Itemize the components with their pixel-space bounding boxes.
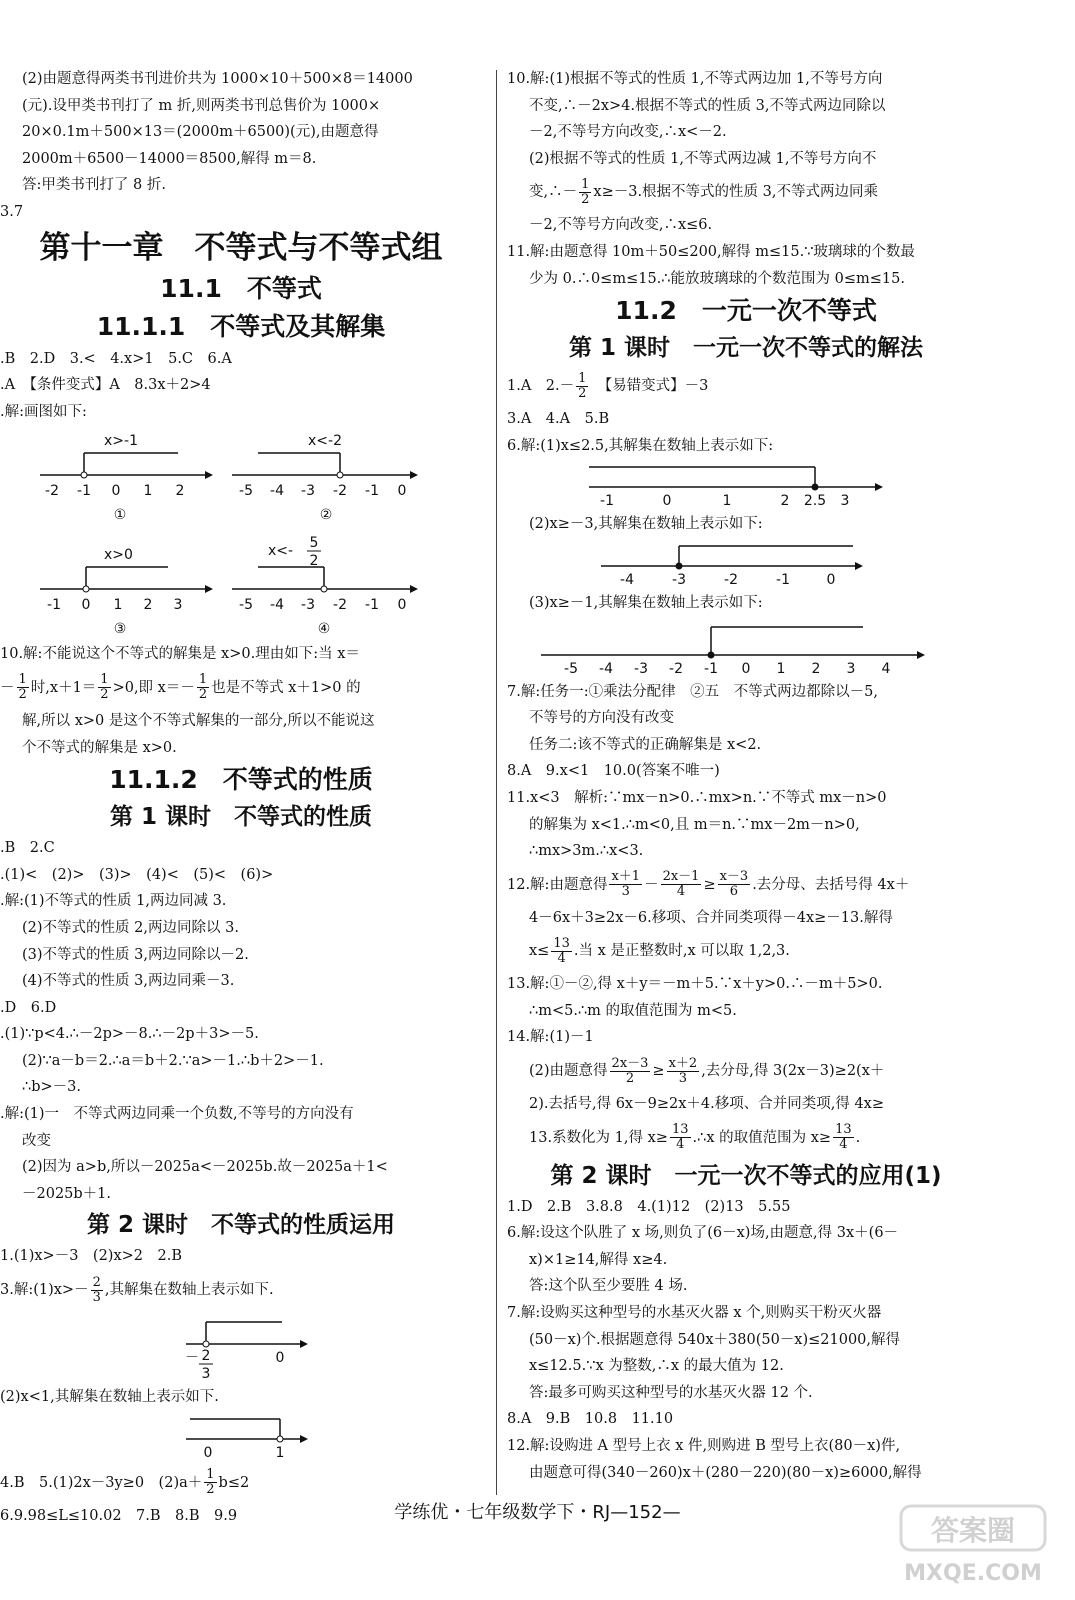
answer-line: 7.解:任务一:①乘法分配律 ②五 不等式两边都除以－5,	[507, 683, 878, 700]
tick-label: -1	[704, 660, 718, 677]
answer-line: .B 2.C	[0, 840, 55, 857]
number-line-2	[232, 433, 418, 523]
q10-line: 解,所以 x>0 是这个不等式解集的一部分,所以不能说这	[22, 712, 375, 729]
inequality-label: x<-2	[308, 433, 342, 450]
number-line-7	[507, 461, 985, 509]
answer-line: 6.解:(1)x≤2.5,其解集在数轴上表示如下:	[507, 437, 774, 454]
fraction: $\frac{13}{4}$	[835, 1122, 852, 1153]
answer-line: 13.系数化为 1,得 x≥ $\frac{13}{4}$ .∴x 的取值范围为 x≥ $\frac{13}{4}$ .	[529, 1122, 861, 1153]
tick-label: -2	[669, 660, 683, 677]
answer-line: 由题意可得(340－260)x＋(280－220)(80－x)≥6000,解得	[529, 1464, 922, 1481]
answer-line: 6.解:设这个队胜了 x 场,则负了(6－x)场,由题意,得 3x＋(6－	[507, 1225, 899, 1242]
answer-line: 改变	[22, 1132, 51, 1149]
tick-label: 2	[780, 493, 790, 510]
left-column	[0, 66, 482, 1529]
inequality-label: x>-1	[104, 433, 138, 450]
text-line: 少为 0.∴0≤m≤15.∴能放玻璃球的个数范围为 0≤m≤15.	[529, 270, 905, 287]
tick-label: -4	[599, 660, 613, 677]
watermark-url: MXQE.COM	[904, 1561, 1042, 1586]
fraction: $\frac{x-3}{6}$	[719, 869, 749, 900]
right-column	[507, 66, 985, 1486]
answer-line: x≤12.5.∵x 为整数,∴x 的最大值为 12.	[529, 1358, 784, 1375]
text-line: 答:甲类书刊打了 8 折.	[22, 177, 166, 194]
answer-line: (3)x≥－1,其解集在数轴上表示如下:	[529, 594, 763, 611]
answer-line: 11.x<3 解析:∵mx－n>0.∴mx>n.∵不等式 mx－n>0	[507, 789, 887, 806]
tick-label: －	[185, 1350, 199, 1367]
tick-label: 0	[826, 571, 836, 588]
section-title-11-1-2: 11.1.2 不等式的性质	[109, 765, 373, 795]
number-line-4	[232, 535, 418, 637]
tick-label: 0	[81, 597, 91, 614]
answer-line: 3.解:(1)x>－ $\frac{2}{3}$ ,其解集在数轴上表示如下.	[0, 1274, 274, 1305]
fraction-numerator: 5	[309, 535, 319, 552]
lesson-title-1: 第 1 课时 一元一次不等式的解法	[568, 335, 924, 362]
watermark-text: 答案圈	[930, 1514, 1016, 1547]
tick-label: 1	[275, 1444, 285, 1461]
figure-caption: ③	[113, 621, 127, 638]
answer-line: (50－x)个.根据题意得 540x＋380(50－x)≤21000,解得	[529, 1331, 901, 1348]
tick-label: -1	[365, 597, 379, 614]
number-line-pair-2	[0, 531, 480, 639]
answer-line: .解:画图如下:	[0, 403, 87, 420]
tick-label: 4	[881, 660, 891, 677]
answer-line: x)×1≥14,解得 x≥4.	[529, 1251, 668, 1268]
answer-line: .(1)< (2)> (3)> (4)< (5)< (6)>	[0, 866, 274, 883]
tick-label: -2	[724, 571, 738, 588]
fraction: $\frac{2}{3}$	[92, 1274, 101, 1305]
tick-label: -1	[47, 597, 61, 614]
tick-label: 0	[397, 597, 407, 614]
fraction: $\frac{1}{2}$	[206, 1467, 215, 1498]
tick-label: 1	[113, 597, 123, 614]
answer-line: 4－6x＋3≥2x－6.移项、合并同类项得－4x≥－13.解得	[529, 909, 893, 926]
page-footer: 学练优・七年级数学下・RJ—152—	[394, 1502, 681, 1523]
text-line: 不变,∴－2x>4.根据不等式的性质 3,不等式两边同除以	[529, 97, 886, 114]
answer-line: 7.解:设购买这种型号的水基灭火器 x 个,则购买干粉灭火器	[507, 1305, 882, 1322]
fraction: $\frac{13}{4}$	[671, 1122, 689, 1153]
lesson-title-2: 第 2 课时 一元一次不等式的应用(1)	[550, 1162, 942, 1189]
answer-line: .解:(1)不等式的性质 1,两边同减 3.	[0, 893, 227, 910]
number-line-3	[40, 547, 213, 637]
tick-label: -1	[776, 571, 790, 588]
tick-label: 2	[143, 597, 153, 614]
tick-label: 2.5	[803, 493, 827, 510]
tick-label: -4	[270, 483, 284, 500]
fraction-denominator: 3	[201, 1366, 211, 1383]
tick-label: 1	[143, 483, 153, 500]
fraction: $\frac{1}{2}$	[100, 672, 109, 703]
answer-line: 不等号的方向没有改变	[529, 710, 674, 727]
text-line: －2,不等号方向改变,∴x<－2.	[529, 124, 727, 141]
q10-line: 个不等式的解集是 x>0.	[22, 739, 177, 756]
answer-line: 任务二:该不等式的正确解集是 x<2.	[529, 736, 762, 753]
lesson-title-2: 第 2 课时 不等式的性质运用	[86, 1212, 396, 1239]
figure-caption: ①	[113, 507, 127, 524]
tick-label: 2	[811, 660, 821, 677]
answer-line: .解:(1)一 不等式两边同乘一个负数,不等号的方向没有	[0, 1106, 354, 1123]
tick-label: 3	[846, 660, 856, 677]
number-line-6	[0, 1413, 480, 1461]
tick-label: -2	[333, 597, 347, 614]
fraction: $\frac{2x-1}{4}$	[662, 869, 700, 900]
tick-label: -1	[600, 493, 614, 510]
figure-caption: ②	[319, 507, 333, 524]
answer-line: .A 【条件变式】A 8.3x＋2>4	[0, 377, 211, 394]
tick-label: 1	[776, 660, 786, 677]
answer-line: ∴b>－3.	[22, 1079, 81, 1096]
watermark-logo	[893, 1502, 1053, 1592]
fraction: $\frac{1}{2}$	[581, 176, 590, 207]
fraction: $\frac{x+2}{3}$	[668, 1055, 698, 1086]
tick-label: -3	[301, 483, 315, 500]
text-line: 变,∴－ $\frac{1}{2}$ x≥－3.根据不等式的性质 3,不等式两边同乘	[529, 176, 878, 207]
answer-line: 答:最多可购买这种型号的水基灭火器 12 个.	[529, 1384, 813, 1401]
answer-line: (2)因为 a>b,所以－2025a<－2025b.故－2025a＋1<	[22, 1159, 388, 1176]
answer-line: .(1)∵p<4.∴－2p>－8.∴－2p＋3>－5.	[0, 1026, 259, 1043]
text-line: 20×0.1m＋500×13＝(2000m＋6500)(元),由题意得	[22, 124, 379, 141]
tick-label: 0	[275, 1350, 285, 1367]
text-line: 2000m＋6500－14000＝8500,解得 m＝8.	[22, 150, 317, 167]
text-line: 3.7	[0, 203, 24, 220]
fraction-numerator: 2	[201, 1348, 211, 1365]
q10-line: 10.解:不能说这个不等式的解集是 x>0.理由如下:当 x＝	[0, 646, 360, 663]
lesson-title-1: 第 1 课时 不等式的性质	[109, 804, 373, 831]
answer-line: 4.B 5.(1)2x－3y≥0 (2)a＋ $\frac{1}{2}$ b≤2	[0, 1467, 250, 1498]
answer-line: 12.解:设购进 A 型号上衣 x 件,则购进 B 型号上衣(80－x)件,	[507, 1438, 901, 1454]
number-line-9	[507, 619, 985, 677]
answer-line: (2)由题意得 $\frac{2x-3}{2}$ ≥ $\frac{x+2}{3}$ ,去分母,得 3(2x－3)≥2(x＋	[529, 1055, 885, 1086]
answer-line: .D 6.D	[0, 999, 57, 1016]
answer-line: 1.(1)x>－3 (2)x>2 2.B	[0, 1248, 183, 1265]
answer-line: x≤ $\frac{13}{4}$ .当 x 是正整数时,x 可以取 1,2,3.	[529, 935, 790, 966]
section-title-11-1-1: 11.1.1 不等式及其解集	[96, 311, 386, 341]
tick-label: -1	[77, 483, 91, 500]
answer-line: 1.D 2.B 3.8.8 4.(1)12 (2)13 5.55	[507, 1198, 791, 1215]
number-line-8	[507, 540, 985, 588]
tick-label: -5	[239, 597, 253, 614]
text-line: (2)根据不等式的性质 1,不等式两边减 1,不等号方向不	[529, 150, 877, 167]
fraction: $\frac{1}{2}$	[198, 672, 208, 703]
tick-label: -4	[620, 571, 634, 588]
number-line-5	[0, 1312, 480, 1382]
tick-label: 0	[662, 493, 672, 510]
tick-label: -3	[672, 571, 686, 588]
answer-line: (3)不等式的性质 3,两边同除以－2.	[22, 946, 249, 963]
tick-label: -1	[365, 483, 379, 500]
tick-label: -3	[301, 597, 315, 614]
answer-line: 6.9.98≤L≤10.02 7.B 8.B 9.9	[0, 1507, 238, 1524]
text-line: －2,不等号方向改变,∴x≤6.	[529, 217, 713, 234]
fraction: $\frac{2x-3}{2}$	[611, 1055, 649, 1086]
answer-line: 12.解:由题意得 $\frac{x+1}{3}$ － $\frac{2x-1}{4}$ ≥ $\frac{x-3}{6}$ .去分母、去括号得 4x＋	[507, 869, 910, 900]
text-line: 10.解:(1)根据不等式的性质 1,不等式两边加 1,不等号方向	[507, 71, 883, 87]
fraction: $\frac{13}{4}$	[553, 935, 570, 966]
answer-line: 的解集为 x<1.∴m<0,且 m＝n.∵mx－2m－n>0,	[529, 816, 860, 833]
inequality-label: x<-	[268, 543, 294, 560]
tick-label: -5	[564, 660, 578, 677]
tick-label: 3	[840, 493, 850, 510]
answer-line: 答:这个队至少要胜 4 场.	[529, 1278, 688, 1295]
answer-line: (4)不等式的性质 3,两边同乘－3.	[22, 973, 235, 990]
answer-line: .B 2.D 3.< 4.x>1 5.C 6.A	[0, 350, 232, 367]
answer-line: ∴mx>3m.∴x<3.	[529, 843, 644, 860]
inequality-label: x>0	[104, 547, 133, 564]
answer-line: －2025b＋1.	[22, 1185, 112, 1202]
tick-label: 0	[203, 1444, 213, 1461]
number-line-1	[40, 433, 213, 523]
answer-line: (2)∵a－b＝2.∴a＝b＋2.∵a>－1.∴b＋2>－1.	[22, 1052, 324, 1069]
tick-label: 0	[741, 660, 751, 677]
answer-line: 8.A 9.B 10.8 11.10	[507, 1411, 674, 1428]
q10-fraction-line: － $\frac{1}{2}$ 时,x＋1＝ $\frac{1}{2}$ >0,即 x＝－ $\frac{1}{2}$ 也是不等式 x＋1>0 的	[0, 672, 361, 703]
text-line: (元).设甲类书刊打了 m 折,则两类书刊总售价为 1000×	[22, 97, 381, 114]
answer-line: (2)x<1,其解集在数轴上表示如下.	[0, 1389, 219, 1406]
answer-line: 14.解:(1)－1	[507, 1029, 594, 1046]
text-line: (2)由题意得两类书刊进价共为 1000×10＋500×8＝14000	[22, 71, 413, 87]
answer-line: (2)不等式的性质 2,两边同除以 3.	[22, 919, 239, 936]
tick-label: 0	[397, 483, 407, 500]
answer-line: 2).去括号,得 6x－9≥2x＋4.移项、合并同类项,得 4x≥	[529, 1096, 884, 1113]
tick-label: -2	[333, 483, 347, 500]
fraction: $\frac{x+1}{3}$	[611, 869, 641, 900]
answer-line: 13.解:①－②,得 x＋y＝－m＋5.∵x＋y>0.∴－m＋5>0.	[507, 976, 883, 993]
section-title-11-1: 11.1 不等式	[160, 273, 322, 303]
fraction: $\frac{1}{2}$	[18, 672, 27, 703]
fraction-denominator: 2	[309, 553, 319, 570]
figure-caption: ④	[317, 621, 331, 638]
answer-line: 3.A 4.A 5.B	[507, 411, 610, 428]
fraction: $\frac{1}{2}$	[578, 370, 587, 401]
tick-label: 0	[111, 483, 121, 500]
number-line-pair-1	[0, 427, 480, 529]
tick-label: 1	[722, 493, 732, 510]
tick-label: 2	[175, 483, 185, 500]
answer-line: 1.A 2.－ $\frac{1}{2}$ 【易错变式】－3	[507, 370, 709, 401]
answer-line: (2)x≥－3,其解集在数轴上表示如下:	[529, 516, 763, 533]
answer-line: 8.A 9.x<1 10.0(答案不唯一)	[507, 763, 720, 780]
tick-label: -5	[239, 483, 253, 500]
column-divider	[496, 70, 497, 1495]
tick-label: -4	[270, 597, 284, 614]
section-title-11-2: 11.2 一元一次不等式	[615, 296, 877, 326]
tick-label: 3	[173, 597, 183, 614]
text-line: 11.解:由题意得 10m＋50≤200,解得 m≤15.∵玻璃球的个数最	[507, 243, 915, 260]
answer-line: ∴m<5.∴m 的取值范围为 m<5.	[529, 1002, 737, 1019]
tick-label: -3	[634, 660, 648, 677]
chapter-title: 第十一章 不等式与不等式组	[39, 229, 443, 266]
tick-label: -2	[45, 483, 59, 500]
